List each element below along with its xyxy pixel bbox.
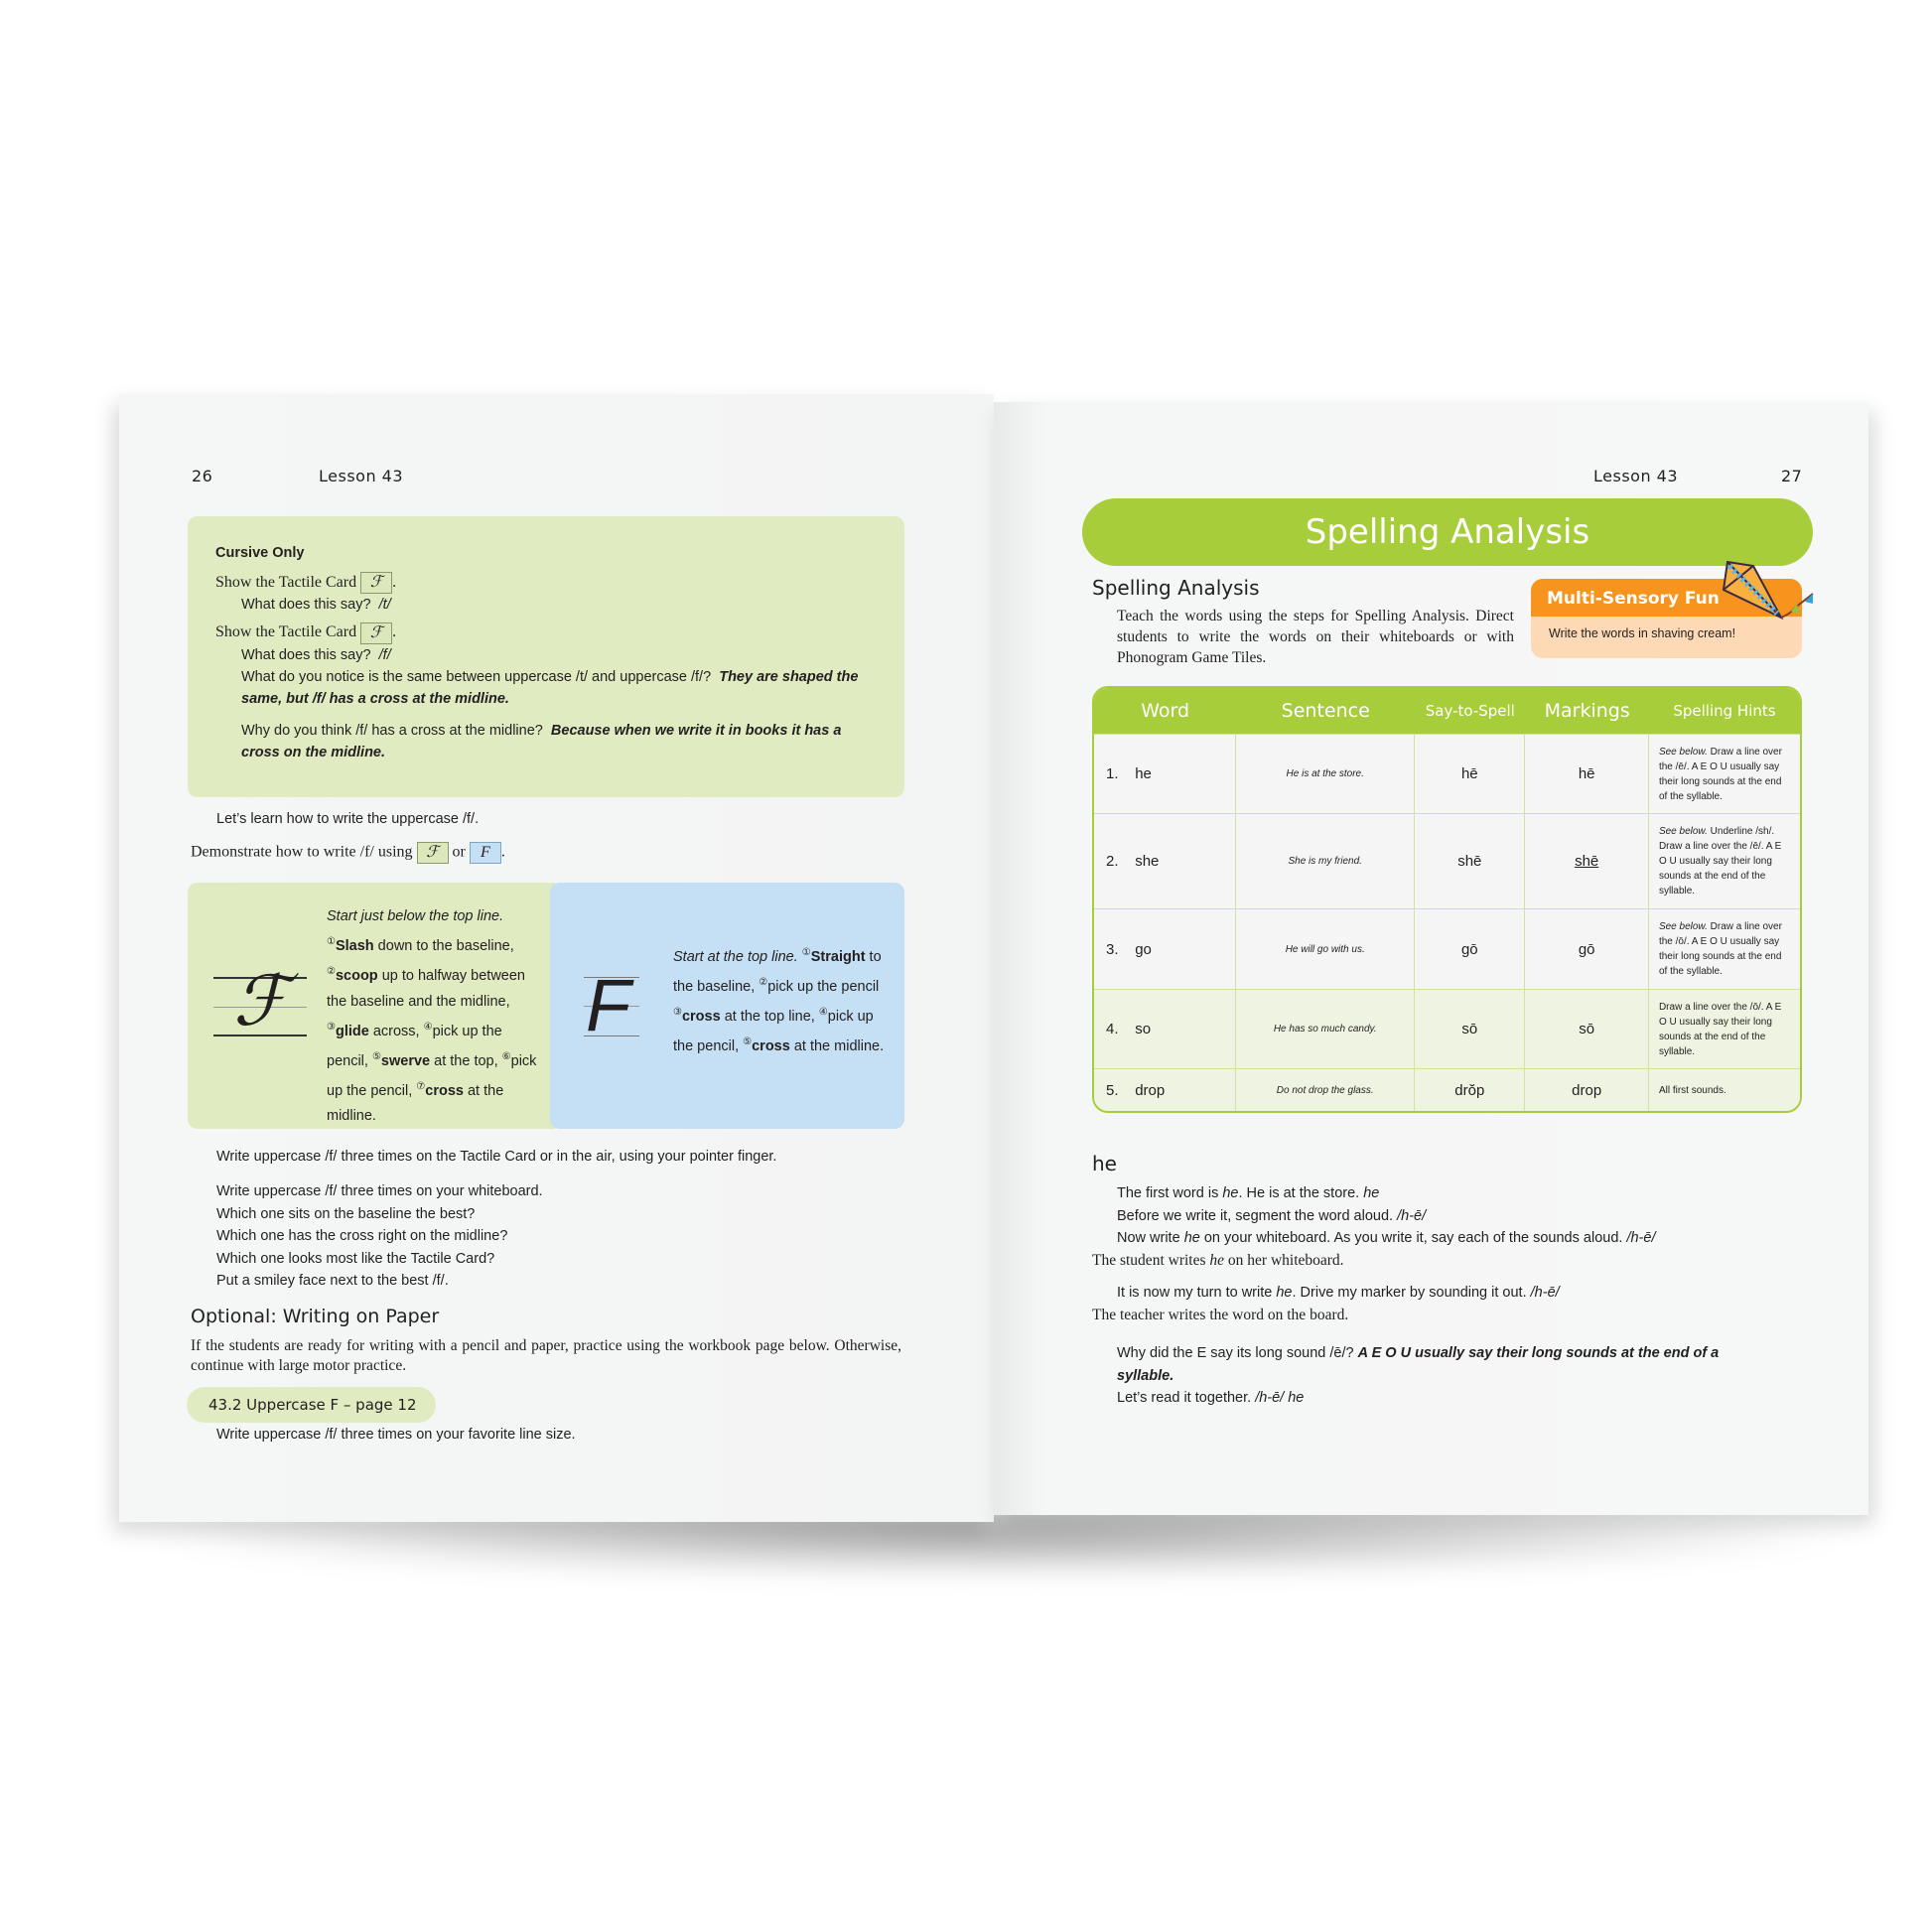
word-cell: 3. go [1094,908,1236,989]
tactile-card-cursive: ℱ [417,842,449,864]
he-section-text: The first word is he. He is at the store. he Before we write it, segment the word aloud. /h-ē/ Now write he on your whiteboard. As you write it, say each of the sounds aloud. /h-ē/ The student writes he on her whiteboard. It is now my turn to write he. Drive my marker by sounding it out. /h-ē/ The teacher writes the word on the board. Why did the E say its long sound /ē/? A E O U usually say their long sounds at the end of a syllable. Let’s read it together. /h-ē/ he [1092,1185,1720,1406]
multisensory-title: Multi-Sensory Fun [1531,579,1802,617]
markings-cell: sō [1525,989,1649,1068]
cursive-box-title: Cursive Only [215,545,305,561]
answer-1: /t/ [378,597,391,614]
sentence-cell: Do not drop the glass. [1236,1068,1415,1111]
table-row [1094,813,1800,908]
spelling-subheading: Spelling Analysis [1092,576,1260,600]
spelling-hints-cell: Draw a line over the /ō/. A E O U usually say their long sounds at the end of the syllable. [1649,989,1800,1068]
say-to-spell-cell: shē [1415,813,1525,908]
spelling-hints-cell: See below. Underline /sh/. Draw a line over the /ē/. A E O U usually say their long sounds at the end of the syllable. [1649,813,1800,908]
word-cell: 4. so [1094,989,1236,1068]
question-2: What does this say? [241,646,371,663]
page-number-left: 26 [192,467,213,485]
spelling-table [1092,686,1802,1113]
col-header-markings: Markings [1525,688,1649,734]
tactile-card-manuscript: F [470,842,501,864]
say-to-spell-cell: hē [1415,734,1525,813]
word-cell: 5. drop [1094,1068,1236,1111]
sentence-cell: She is my friend. [1236,813,1415,908]
markings-cell: drop [1525,1068,1649,1111]
answer-4: Because when we write it in books it has a cross on the midline. [241,722,842,760]
manuscript-steps-text: Start at the top line. ①Straight to the baseline, ②pick up the pencil ③cross at the top line, ④pick up the pencil, ⑤cross at the midline. [673,947,885,1055]
section-banner: Spelling Analysis [1082,498,1813,566]
or-text: or [452,843,466,861]
table-row [1094,734,1800,813]
sentence-cell: He will go with us. [1236,908,1415,989]
tactile-card-t: ℱ [360,572,392,594]
table-row [1094,908,1800,989]
sentence-cell: He is at the store. [1236,734,1415,813]
show-card-2: Show the Tactile Card [215,623,357,641]
lets-learn-text: Let’s learn how to write the uppercase /f/. [216,811,480,827]
cursive-f-glyph: ℱ [233,964,289,1040]
cursive-only-box: Cursive Only Show the Tactile Card ℱ . What does this say? /t/ Show the Tactile Card ℱ . What does this say? /f/ What do you notice is the same between uppercase /t/ and uppercase /f/? They are shaped the same, but /f/ has a cross at the midline. Why do you think /f/ has a cross at the midline? Because when we write it in books it has a cross on the midline. [188,516,904,797]
say-to-spell-cell: drŏp [1415,1068,1525,1111]
question-4: Why do you think /f/ has a cross at the midline? [241,722,543,739]
show-card-1: Show the Tactile Card [215,574,357,591]
workbook-page-pill[interactable]: 43.2 Uppercase F – page 12 [187,1387,436,1423]
col-header-sentence: Sentence [1236,688,1415,734]
col-header-say-to-spell: Say-to-Spell [1415,688,1525,734]
table-row [1094,989,1800,1068]
markings-cell: shē [1525,813,1649,908]
col-header-spelling-hints: Spelling Hints [1649,688,1800,734]
multisensory-text: Write the words in shaving cream! [1549,626,1736,640]
spelling-hints-cell: See below. Draw a line over the /ō/. A E O U usually say their long sounds at the end of the syllable. [1649,908,1800,989]
question-1: What does this say? [241,597,371,614]
lesson-label-left: Lesson 43 [319,467,404,485]
demonstrate-text: Demonstrate how to write /f/ using [191,843,413,861]
optional-heading: Optional: Writing on Paper [191,1306,440,1327]
cursive-steps-box [188,883,555,1129]
practice-line-1: Write uppercase /f/ three times on the Tactile Card or in the air, using your pointer finger. [216,1149,777,1165]
say-to-spell-cell: gō [1415,908,1525,989]
page-number-right: 27 [1781,467,1803,485]
spelling-hints-cell: All first sounds. [1649,1068,1800,1111]
spelling-intro: Teach the words using the steps for Spelling Analysis. Direct students to write the words on their whiteboards or with Phonogram Game Tiles. [1117,608,1514,666]
manuscript-f-writing-lines [584,964,639,1046]
sentence-cell: He has so much candy. [1236,989,1415,1068]
manuscript-steps-box [550,883,904,1129]
practice-list: Write uppercase /f/ three times on your whiteboard. Which one sits on the baseline the best? Which one has the cross right on the midline? Which one looks most like the Tactile Card? Put a smiley face next to the best /f/. [216,1183,543,1289]
markings-cell: gō [1525,908,1649,989]
col-header-word: Word [1094,688,1236,734]
kite-icon [1718,556,1827,627]
answer-3: They are shaped the same, but /f/ has a cross at the midline. [241,668,859,707]
say-to-spell-cell: sō [1415,989,1525,1068]
cursive-steps-text: Start just below the top line. ①Slash down to the baseline, ②scoop up to halfway between the baseline and the midline, ③glide across, ④pick up the pencil, ⑤swerve at the top, ⑥pick up the pencil, ⑦cross at the midline. [327,908,537,1125]
he-heading: he [1092,1152,1117,1175]
answer-2: /f/ [378,646,391,663]
optional-text: If the students are ready for writing with a pencil and paper, practice using the workbook page below. Otherwise, continue with large motor practice. [191,1337,901,1374]
spelling-hints-cell: See below. Draw a line over the /ē/. A E O U usually say their long sounds at the end of the syllable. [1649,734,1800,813]
table-row [1094,1068,1800,1111]
demonstrate-line: Demonstrate how to write /f/ using ℱ or F . [191,842,505,864]
question-3: What do you notice is the same between uppercase /t/ and uppercase /f/? [241,668,712,685]
tactile-card-f: ℱ [360,622,392,644]
final-line: Write uppercase /f/ three times on your favorite line size. [216,1427,576,1443]
word-cell: 1. he [1094,734,1236,813]
lesson-label-right: Lesson 43 [1593,467,1679,485]
markings-cell: hē [1525,734,1649,813]
cursive-f-writing-lines [213,964,307,1040]
manuscript-f-glyph: F [586,964,631,1046]
word-cell: 2. she [1094,813,1236,908]
